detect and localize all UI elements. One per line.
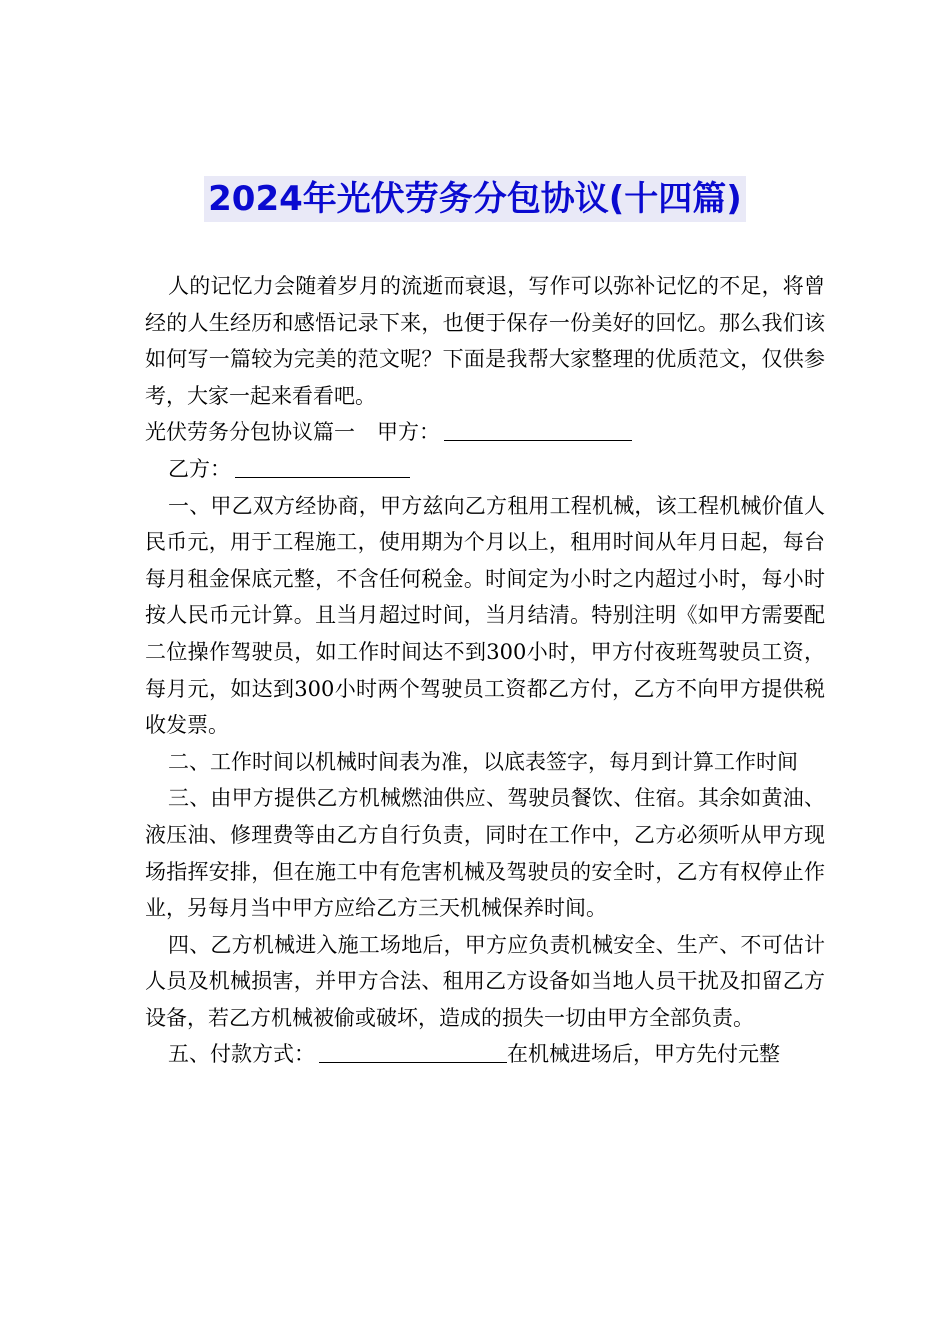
document-title: 2024年光伏劳务分包协议(十四篇) [204,176,746,222]
clause-4: 四、乙方机械进入施工场地后，甲方应负责机械安全、生产、不可估计人员及机械损害，并甲方合法、租用乙方设备如当地人员干扰及扣留乙方设备，若乙方机械被偷或破坏，造成的损失一切由甲方全部负责。 [145,932,825,1030]
document-body [145,268,825,1073]
clause-2: 二、工作时间以机械时间表为准，以底表签字，每月到计算工作时间 [168,749,798,774]
party-b-line [145,451,825,488]
clause-5-text: 在机械进场后，甲方先付元整 [507,1042,780,1067]
section-heading: 光伏劳务分包协议篇一 [145,420,355,445]
party-a-line [145,414,825,451]
intro-paragraph: 人的记忆力会随着岁月的流逝而衰退，写作可以弥补记忆的不足，将曾经的人生经历和感悟记录下来，也便于保存一份美好的回忆。那么我们该如何写一篇较为完美的范文呢？下面是我帮大家整理的优质范文，仅供参考，大家一起来看看吧。 [145,274,825,408]
clause-3: 三、由甲方提供乙方机械燃油供应、驾驶员餐饮、住宿。其余如黄油、液压油、修理费等由乙方自行负责，同时在工作中，乙方必须听从甲方现场指挥安排，但在施工中有危害机械及驾驶员的安全时，乙方有权停止作业，另每月当中甲方应给乙方三天机械保养时间。 [145,786,825,921]
clause-5 [145,1036,825,1073]
payment-blank [319,1040,507,1063]
party-b-blank [235,455,410,478]
clause-1: 一、甲乙双方经协商，甲方兹向乙方租用工程机械，该工程机械价值人民币元，用于工程施工，使用期为个月以上，租用时间从年月日起，每台每月租金保底元整，不含任何税金。时间定为小时之内超过小时，每小时按人民币元计算。且当月超过时间，当月结清。特别注明《如甲方需要配二位操作驾驶员，如工作时间达不到300小时，甲方付夜班驾驶员工资，每月元，如达到300小时两个驾驶员工资都乙方付，乙方不向甲方提供税收发票。 [145,493,825,738]
party-a-label: 甲方： [377,420,440,445]
party-b-label: 乙方： [168,456,231,481]
party-a-blank [444,418,632,441]
title-area [0,176,950,222]
clause-5-label: 五、付款方式： [168,1042,315,1067]
